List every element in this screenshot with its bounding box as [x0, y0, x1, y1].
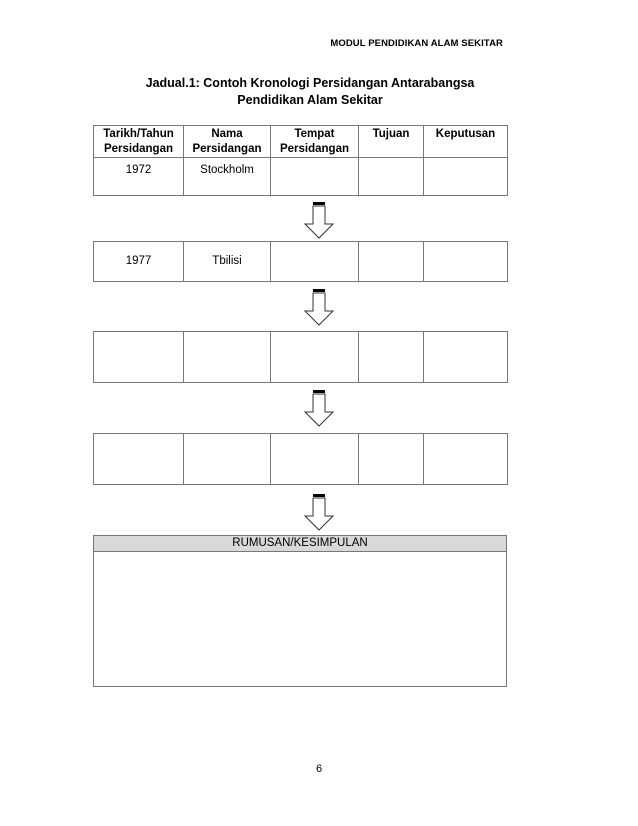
table-row — [94, 434, 508, 485]
down-arrow-icon — [303, 494, 335, 532]
cell-nama: Stockholm — [184, 158, 271, 196]
table-row — [94, 158, 508, 196]
cell-keputusan — [424, 332, 508, 383]
module-header: MODUL PENDIDIKAN ALAM SEKITAR — [330, 38, 503, 49]
down-arrow-icon — [303, 202, 335, 240]
conclusion-heading: RUMUSAN/KESIMPULAN — [94, 536, 506, 552]
cell-tempat — [271, 242, 359, 282]
cell-tarikh — [94, 434, 184, 485]
down-arrow-icon — [303, 289, 335, 327]
conclusion-box — [93, 535, 507, 687]
table-row — [94, 242, 508, 282]
header-tarikh: Tarikh/Tahun Persidangan — [94, 126, 184, 158]
cell-nama: Tbilisi — [184, 242, 271, 282]
chronology-table-block-3 — [93, 331, 508, 383]
cell-tujuan — [359, 332, 424, 383]
table-header-row — [94, 126, 508, 158]
header-nama: Nama Persidangan — [184, 126, 271, 158]
cell-nama — [184, 434, 271, 485]
cell-tarikh: 1972 — [94, 158, 184, 196]
title-line-2: Pendidikan Alam Sekitar — [237, 93, 383, 107]
cell-keputusan — [424, 242, 508, 282]
header-tempat: Tempat Persidangan — [271, 126, 359, 158]
down-arrow-icon — [303, 390, 335, 428]
cell-nama — [184, 332, 271, 383]
chronology-table-block-2 — [93, 241, 508, 282]
table-row — [94, 332, 508, 383]
cell-tarikh — [94, 332, 184, 383]
header-keputusan: Keputusan — [424, 126, 508, 158]
page-number: 6 — [315, 763, 323, 775]
cell-tujuan — [359, 158, 424, 196]
cell-keputusan — [424, 158, 508, 196]
chronology-table-block-4 — [93, 433, 508, 485]
cell-tujuan — [359, 434, 424, 485]
cell-keputusan — [424, 434, 508, 485]
cell-tarikh: 1977 — [94, 242, 184, 282]
cell-tempat — [271, 158, 359, 196]
table-title — [100, 75, 520, 109]
cell-tempat — [271, 332, 359, 383]
chronology-table-header-block — [93, 125, 508, 196]
cell-tujuan — [359, 242, 424, 282]
title-line-1: Jadual.1: Contoh Kronologi Persidangan Antarabangsa — [145, 76, 475, 90]
header-tujuan: Tujuan — [359, 126, 424, 158]
cell-tempat — [271, 434, 359, 485]
